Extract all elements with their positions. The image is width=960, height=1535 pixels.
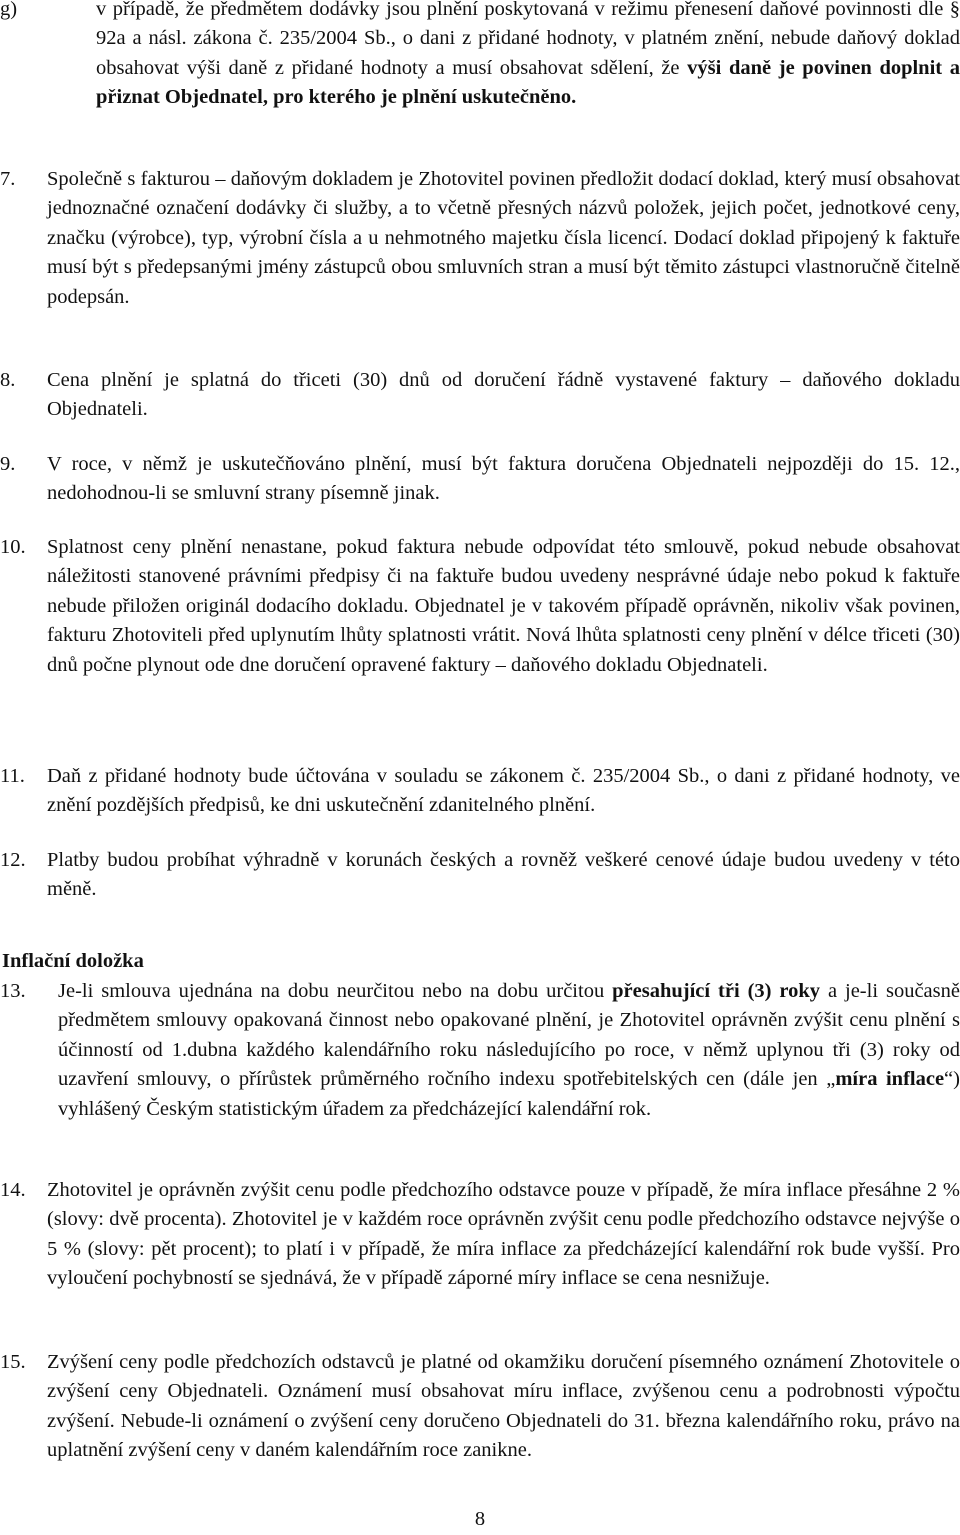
paragraph-text: [47, 450, 960, 509]
paragraph-number: 7.: [0, 168, 16, 190]
text-run-bold: přesahující tři (3) roky: [612, 980, 821, 1002]
paragraph-14: [0, 1176, 960, 1294]
paragraph-text: [47, 165, 960, 312]
paragraph-number: g): [0, 0, 18, 20]
paragraph-number: 8.: [0, 369, 16, 391]
paragraph-text: [47, 533, 960, 680]
text-run: “) vyhlášený Českým statistickým úřadem za předcházející kalendářní rok.: [58, 1068, 960, 1120]
text-run: Zvýšení ceny podle předchozích odstavců je platné od okamžiku doručení písemného oznámení Zhotovitele o zvýšení ceny Objednateli. Oznámení musí obsahovat míru inflace, zvýšenou cenu a podrobnosti výpočtu zvýšení. Nebude-li oznámení o zvýšení ceny doručeno Objednateli do 31. března kalendářního roku, právo na uplatnění zvýšení ceny v daném kalendářním roce zanikne.: [47, 1351, 960, 1462]
text-run: Daň z přidané hodnoty bude účtována v souladu se zákonem č. 235/2004 Sb., o dani z přidané hodnoty, ve znění pozdějších předpisů, ke dni uskutečnění zdanitelného plnění.: [47, 765, 960, 817]
paragraph-number: 13.: [0, 980, 26, 1002]
page-number: 8: [474, 1508, 486, 1530]
paragraph-12: [0, 846, 960, 905]
paragraph-text: [47, 366, 960, 425]
text-run-bold: míra inflace: [835, 1068, 945, 1091]
paragraph-15: [0, 1348, 960, 1466]
paragraph-10: [0, 533, 960, 680]
text-run: Platby budou probíhat výhradně v korunách českých a rovněž veškeré cenové údaje budou uvedeny v této měně.: [47, 849, 960, 901]
paragraph-number: 9.: [0, 453, 16, 475]
text-run: v případě, že předmětem dodávky jsou plnění poskytovaná v režimu přenesení daňové povinnosti dle § 92a a násl. zákona č. 235/2004 Sb., o dani z přidané hodnoty, v platném znění, nebude daňový doklad obsahovat výši daně z přidané hodnoty a musí obsahovat sdělení, že: [96, 0, 960, 79]
paragraph-number: 12.: [0, 849, 26, 871]
paragraph-g: [0, 0, 960, 113]
text-run-bold: výši daně je povinen doplnit a přiznat Objednatel, pro kterého je plnění uskutečněno.: [96, 56, 960, 109]
paragraph-text: [47, 846, 960, 905]
paragraph-number: 11.: [0, 765, 25, 787]
text-run: Společně s fakturou – daňovým dokladem je Zhotovitel povinen předložit dodací doklad, který musí obsahovat jednoznačné označení dodávky či služby, a to včetně přesných názvů položek, jejich počet, jednotkové ceny, značku (výrobce), typ, výrobní čísla a u nehmotného majetku čísla licencí. Dodací doklad připojený k faktuře musí být s předepsanými jmény zástupců obou smluvních stran a musí být těmito zástupci vlastnoručně čitelně podepsán.: [47, 168, 960, 308]
paragraph-text: [47, 762, 960, 821]
paragraph-text: [47, 1348, 960, 1466]
text-run: Zhotovitel je oprávněn zvýšit cenu podle předchozího odstavce pouze v případě, že míra inflace přesáhne 2 % (slovy: dvě procenta). Zhotovitel je v každém roce oprávněn zvýšit cenu podle předchozího odstavce nejvýše o 5 % (slovy: pět procent); to platí i v případě, že míra inflace za předcházející kalendářní rok bude vyšší. Pro vyloučení pochybností se sjednává, že v případě záporné míry inflace se cena nesnižuje.: [47, 1179, 960, 1290]
paragraph-13: [0, 977, 960, 1124]
paragraph-9: [0, 450, 960, 509]
text-run: V roce, v němž je uskutečňováno plnění, musí být faktura doručena Objednateli nejpozději do 15. 12., nedohodnou-li se smluvní strany písemně jinak.: [47, 453, 960, 505]
paragraph-number: 10.: [0, 536, 26, 558]
paragraph-text: [96, 0, 960, 113]
section-heading: Inflační doložka: [2, 950, 144, 972]
paragraph-text: [58, 977, 960, 1124]
paragraph-number: 14.: [0, 1179, 26, 1201]
text-run: a je-li současně předmětem smlouvy opakovaná činnost nebo opakované plnění, je Zhotovitel oprávněn zvýšit cenu plnění s účinností od 1.dubna každého kalendářního roku následujícího po roce, v němž uplynou tři (3) roky od uzavření smlouvy, o přírůstek průměrného ročního indexu spotřebitelských cen (dále jen „: [58, 980, 960, 1091]
paragraph-8: [0, 366, 960, 425]
paragraph-number: 15.: [0, 1351, 26, 1373]
text-run: Cena plnění je splatná do třiceti (30) dnů od doručení řádně vystavené faktury – daňového dokladu Objednateli.: [47, 369, 960, 421]
text-run: Je-li smlouva ujednána na dobu neurčitou nebo na dobu určitou: [58, 980, 613, 1002]
paragraph-7: [0, 165, 960, 312]
paragraph-text: [47, 1176, 960, 1294]
paragraph-11: [0, 762, 960, 821]
text-run: Splatnost ceny plnění nenastane, pokud faktura nebude odpovídat této smlouvě, pokud nebude obsahovat náležitosti stanovené právními předpisy či na faktuře budou uvedeny nesprávné údaje nebo pokud k faktuře nebude přiložen originál dodacího dokladu. Objednatel je v takovém případě oprávněn, nikoliv však povinen, fakturu Zhotoviteli před uplynutím lhůty splatnosti vrátit. Nová lhůta splatnosti ceny plnění v délce třiceti (30) dnů počne plynout ode dne doručení opravené faktury – daňového dokladu Objednateli.: [47, 536, 960, 676]
